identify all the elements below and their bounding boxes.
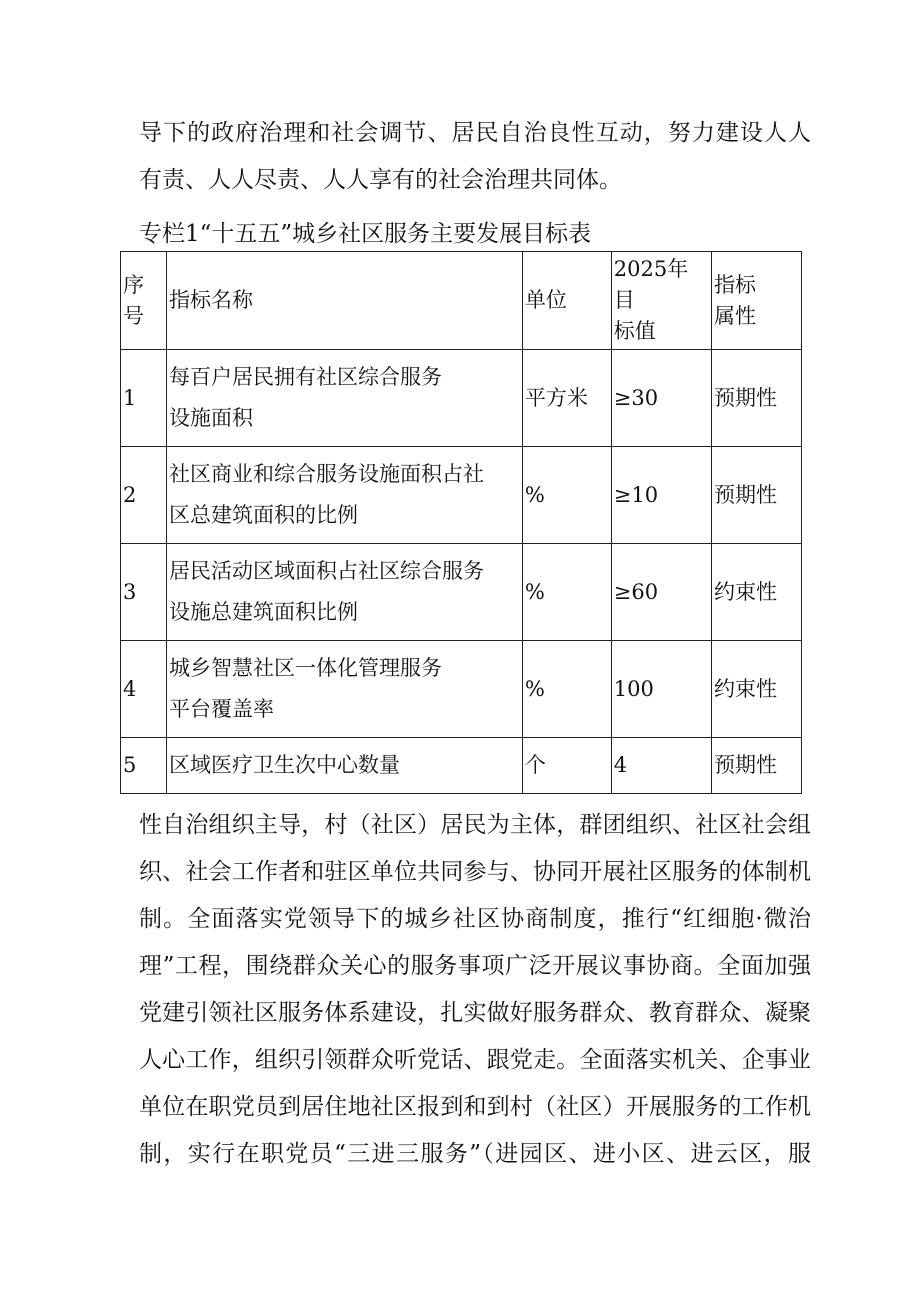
table-row [121, 544, 802, 641]
text-line: 单位在职党员到居住地社区报到和到村（社区）开展服务的工作机 [139, 1094, 811, 1120]
table-header-row [121, 252, 802, 350]
cell-unit: % [522, 447, 611, 544]
intro-paragraph [139, 110, 811, 204]
cell-target: 100 [611, 641, 711, 738]
cell-unit: % [522, 641, 611, 738]
cell-target: 4 [611, 738, 711, 794]
header-unit: 单位 [522, 252, 611, 350]
cell-unit: 个 [522, 738, 611, 794]
text-line: 制。全面落实党领导下的城乡社区协商制度，推行“红细胞·微治 [139, 906, 811, 932]
cell-name: 城乡智慧社区一体化管理服务 平台覆盖率 [167, 641, 523, 738]
table-row [121, 738, 802, 794]
header-target: 2025年目 标值 [611, 252, 711, 350]
cell-seq: 4 [121, 641, 167, 738]
cell-name: 区域医疗卫生次中心数量 [167, 738, 523, 794]
text-line: 织、社会工作者和驻区单位共同参与、协同开展社区服务的体制机 [139, 859, 811, 885]
table-row [121, 447, 802, 544]
cell-seq: 5 [121, 738, 167, 794]
text-line: 党建引领社区服务体系建设，扎实做好服务群众、教育群众、凝聚 [139, 1000, 811, 1026]
cell-target: ≥60 [611, 544, 711, 641]
cell-name: 居民活动区域面积占社区综合服务 设施总建筑面积比例 [167, 544, 523, 641]
table-row [121, 641, 802, 738]
cell-seq: 3 [121, 544, 167, 641]
cell-unit: 平方米 [522, 350, 611, 447]
cell-target: ≥10 [611, 447, 711, 544]
cell-attr: 预期性 [711, 350, 801, 447]
text-line: 性自治组织主导，村（社区）居民为主体，群团组织、社区社会组 [139, 812, 811, 838]
text-line: 有责、人人尽责、人人享有的社会治理共同体。 [139, 167, 622, 193]
table-caption: 专栏1“十五五”城乡社区服务主要发展目标表 [139, 221, 592, 247]
text-line: 人心工作，组织引领群众听党话、跟党走。全面落实机关、企事业 [139, 1047, 811, 1073]
cell-attr: 约束性 [711, 641, 801, 738]
cell-seq: 1 [121, 350, 167, 447]
cell-attr: 预期性 [711, 738, 801, 794]
cell-name: 每百户居民拥有社区综合服务 设施面积 [167, 350, 523, 447]
text-line: 理”工程，围绕群众关心的服务事项广泛开展议事协商。全面加强 [139, 953, 811, 979]
text-line: 导下的政府治理和社会调节、居民自治良性互动，努力建设人人 [139, 120, 811, 146]
body-paragraph [139, 802, 811, 1178]
table-row [121, 350, 802, 447]
header-attr: 指标 属性 [711, 252, 801, 350]
cell-attr: 预期性 [711, 447, 801, 544]
text-line: 制，实行在职党员“三进三服务”（进园区、进小区、进云区，服 [139, 1141, 811, 1167]
cell-name: 社区商业和综合服务设施面积占社 区总建筑面积的比例 [167, 447, 523, 544]
header-name: 指标名称 [167, 252, 523, 350]
header-seq: 序 号 [121, 252, 167, 350]
cell-unit: % [522, 544, 611, 641]
cell-attr: 约束性 [711, 544, 801, 641]
development-targets-table [120, 251, 802, 794]
cell-seq: 2 [121, 447, 167, 544]
cell-target: ≥30 [611, 350, 711, 447]
